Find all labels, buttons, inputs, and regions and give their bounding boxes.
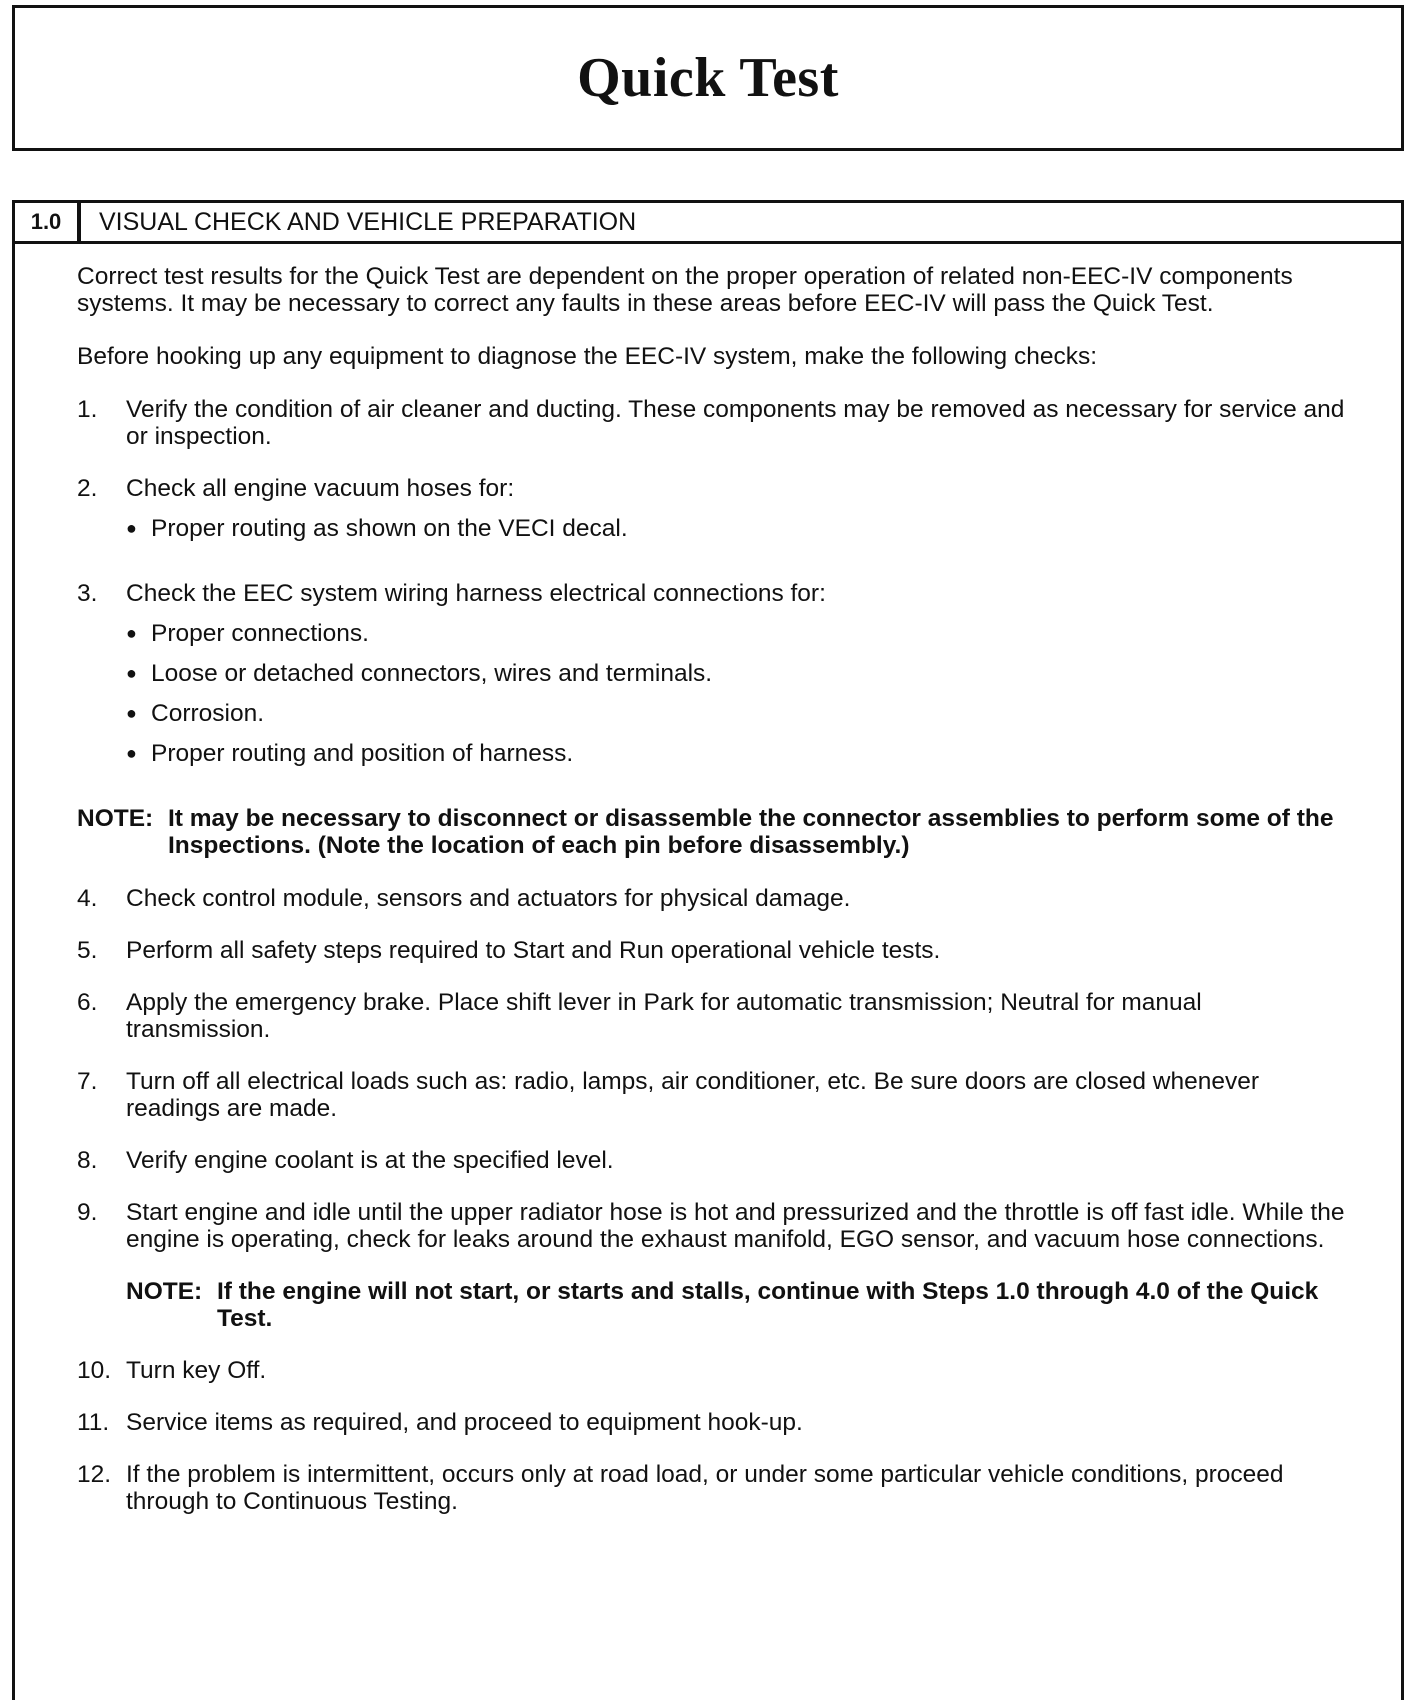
bullet-text: Proper routing and position of harness. [151,740,574,767]
bullet-item [126,515,1347,542]
section-header [15,203,1401,244]
bullet-item [126,660,1347,687]
item-number: 1. [77,396,98,423]
page-title: Quick Test [577,47,839,109]
bullet-item [126,740,1347,767]
item-text: Verify engine coolant is at the specified level. [126,1147,614,1174]
item-number: 4. [77,885,98,912]
item-text: Apply the emergency brake. Place shift lever in Park for automatic transmission; Neutral for manual transmission. [126,989,1202,1043]
section-content [77,263,1347,1540]
item-text: Perform all safety steps required to Start and Run operational vehicle tests. [126,937,941,964]
item-text: Check control module, sensors and actuators for physical damage. [126,885,851,912]
list-item [77,1357,1347,1384]
bullet-list [126,620,1347,767]
item-text: Check the EEC system wiring harness electrical connections for: [126,580,826,607]
lead-paragraph: Before hooking up any equipment to diagnose the EEC-IV system, make the following checks: [77,343,1098,370]
item-number: 12. [77,1461,112,1488]
bullet-icon: ● [126,703,137,723]
bullet-icon: ● [126,663,137,683]
list-item [77,989,1347,1043]
bullet-text: Loose or detached connectors, wires and terminals. [151,660,713,687]
list-item [77,1409,1347,1436]
bullet-list [126,515,1347,542]
item-text: Turn key Off. [126,1357,267,1384]
item-text: Start engine and idle until the upper radiator hose is hot and pressurized and the throttle is off fast idle. While the engine is operating, check for leaks around the exhaust manifold, EGO sensor, and vacuum hose connections. [126,1199,1345,1253]
note-label: NOTE: [126,1278,203,1305]
bullet-icon: ● [126,518,137,538]
note-text: It may be necessary to disconnect or disassemble the connector assemblies to perform some of the Inspections. (Note the location of each pin before disassembly.) [168,805,1334,859]
list-item [77,937,1347,964]
bullet-text: Proper routing as shown on the VECI decal. [151,515,628,542]
item-text: Service items as required, and proceed to equipment hook-up. [126,1409,803,1436]
item-number: 11. [77,1409,110,1436]
item-number: 7. [77,1068,98,1095]
bullet-item [126,620,1347,647]
bullet-icon: ● [126,623,137,643]
list-item [77,885,1347,912]
bullet-text: Proper connections. [151,620,369,647]
section-heading: VISUAL CHECK AND VEHICLE PREPARATION [99,207,637,236]
title-box [12,5,1404,151]
list-item [77,1147,1347,1174]
item-number: 6. [77,989,98,1016]
list-item [77,475,1347,555]
item-number: 8. [77,1147,98,1174]
item-number: 2. [77,475,98,502]
item-number: 10. [77,1357,112,1384]
list-item [77,1199,1347,1253]
note-block [77,805,1347,859]
item-text: Check all engine vacuum hoses for: [126,475,515,502]
item-number: 9. [77,1199,98,1226]
list-item [77,1461,1347,1515]
note-label: NOTE: [77,805,154,832]
section-number: 1.0 [15,203,81,241]
intro-paragraph: Correct test results for the Quick Test are dependent on the proper operation of related non-EEC-IV components systems. It may be necessary to correct any faults in these areas before EEC-IV will pass the Quick Test. [77,263,1293,317]
list-item [77,580,1347,780]
item-text: Turn off all electrical loads such as: radio, lamps, air conditioner, etc. Be sure doors are closed whenever readings are made. [126,1068,1260,1122]
section-box [12,200,1404,1700]
list-item [77,1068,1347,1122]
item-text: If the problem is intermittent, occurs only at road load, or under some particular vehicle conditions, proceed through to Continuous Testing. [126,1461,1284,1515]
list-item [77,396,1347,450]
item-number: 5. [77,937,98,964]
bullet-icon: ● [126,743,137,763]
item-text: Verify the condition of air cleaner and ducting. These components may be removed as necessary for service and or inspection. [126,396,1345,450]
note-block [126,1278,1347,1332]
item-number: 3. [77,580,98,607]
bullet-text: Corrosion. [151,700,265,727]
note-text: If the engine will not start, or starts and stalls, continue with Steps 1.0 through 4.0 of the Quick Test. [217,1278,1319,1332]
bullet-item [126,700,1347,727]
